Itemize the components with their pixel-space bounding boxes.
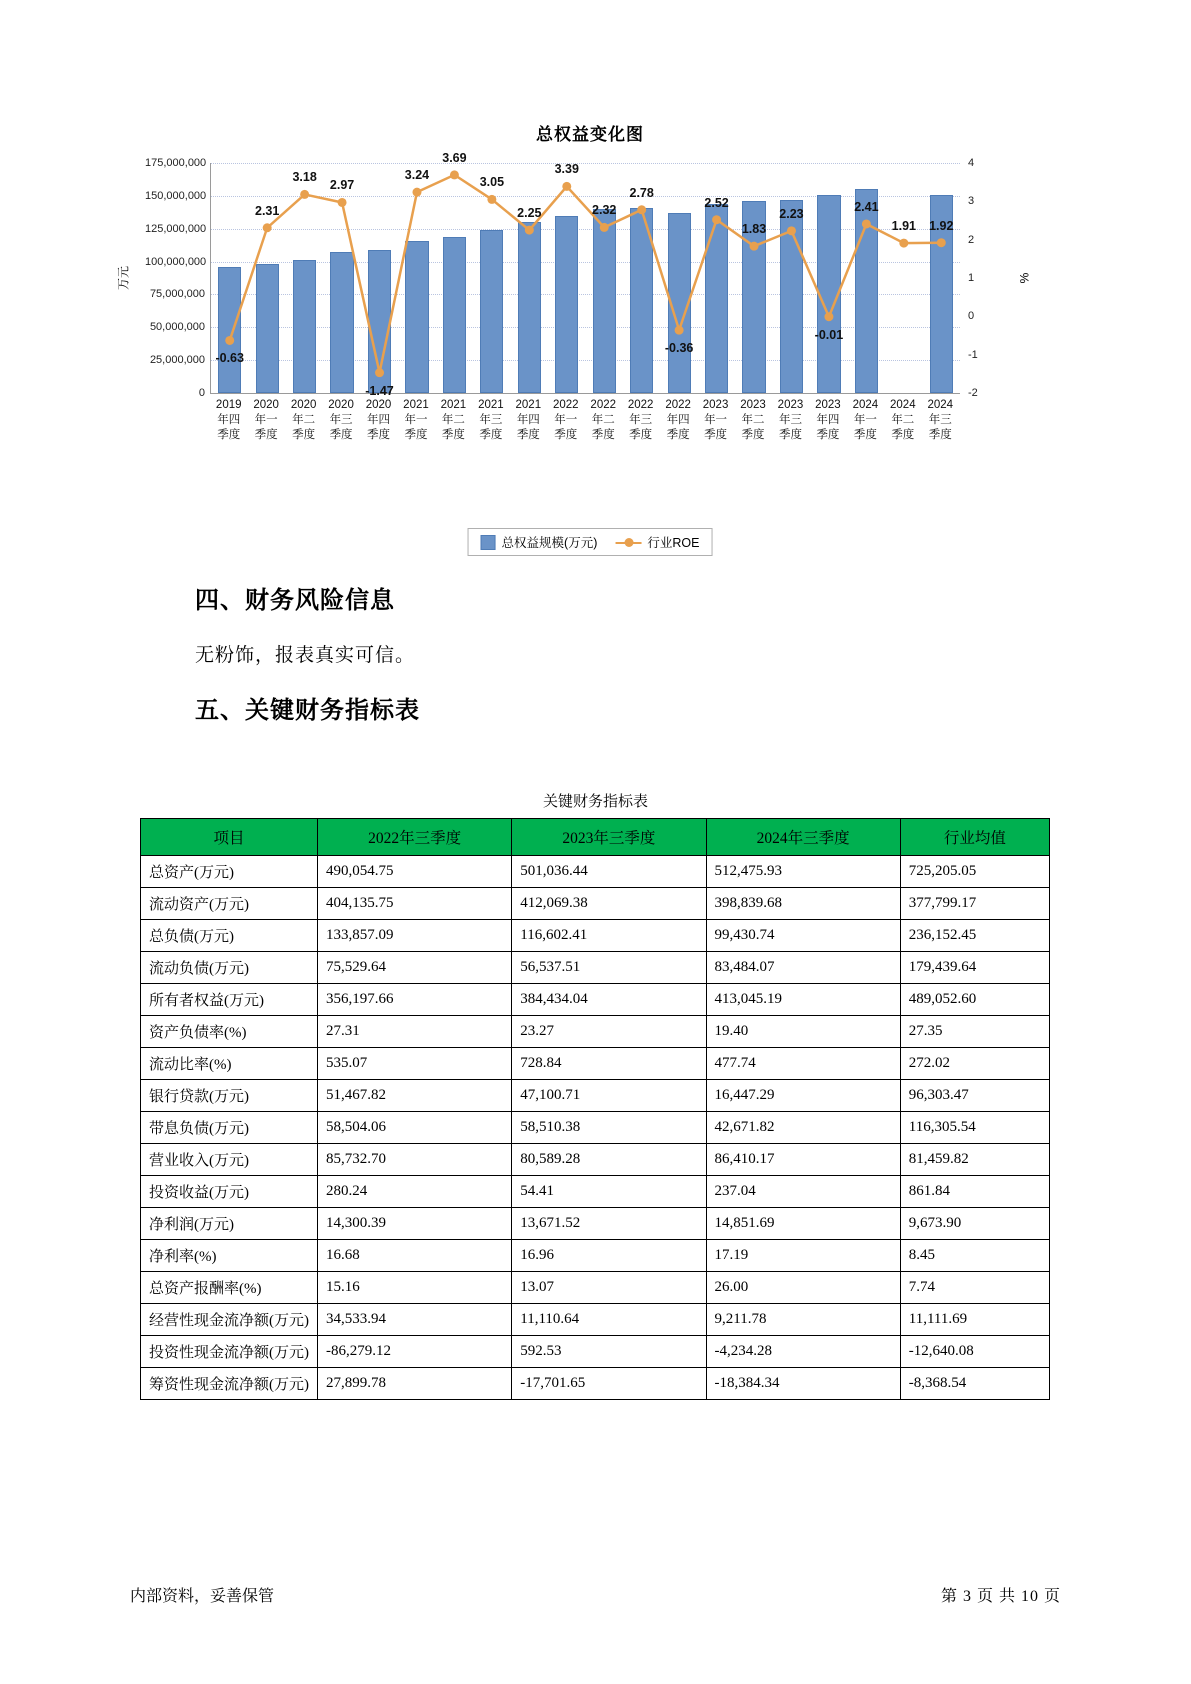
- table-cell-value: 86,410.17: [706, 1144, 900, 1176]
- table-cell-value: 404,135.75: [318, 888, 512, 920]
- table-cell-item: 银行贷款(万元): [141, 1080, 318, 1112]
- table-cell-value: -8,368.54: [900, 1368, 1049, 1400]
- chart-y-tick-label: 75,000,000: [149, 288, 205, 301]
- chart-point-label: -0.63: [215, 351, 244, 366]
- table-row: [141, 1336, 1050, 1368]
- chart-point-label: -0.01: [814, 327, 844, 342]
- table-cell-item: 资产负债率(%): [141, 1016, 318, 1048]
- chart-x-tick-label: 2021年一季度: [403, 399, 429, 441]
- table-row: [141, 1016, 1050, 1048]
- chart-point-label: 1.92: [929, 218, 954, 233]
- table-row: [141, 1112, 1050, 1144]
- table-cell-item: 流动资产(万元): [141, 888, 318, 920]
- table-row: [141, 1304, 1050, 1336]
- chart-x-tick-label: 2021年三季度: [478, 399, 504, 441]
- table-cell-value: -4,234.28: [706, 1336, 900, 1368]
- table-cell-value: 356,197.66: [318, 984, 512, 1016]
- chart-y-axis-label: 万元: [116, 265, 131, 291]
- chart-y2-tick-label: 3: [968, 195, 975, 208]
- table-cell-value: 34,533.94: [318, 1304, 512, 1336]
- table-cell-value: 42,671.82: [706, 1112, 900, 1144]
- table-row: [141, 1144, 1050, 1176]
- table-cell-value: 116,305.54: [900, 1112, 1049, 1144]
- table-cell-value: 398,839.68: [706, 888, 900, 920]
- table-cell-value: 179,439.64: [900, 952, 1049, 984]
- chart-title: 总权益变化图: [536, 125, 644, 144]
- table-header-row: [141, 819, 1050, 856]
- chart-x-tick-label: 2022年一季度: [552, 399, 579, 441]
- table-cell-value: 83,484.07: [706, 952, 900, 984]
- section-heading-risk: 四、财务风险信息: [195, 587, 395, 614]
- table-cell-value: 489,052.60: [900, 984, 1049, 1016]
- table-cell-value: 413,045.19: [706, 984, 900, 1016]
- legend-item-bars: [481, 533, 598, 551]
- table-cell-item: 筹资性现金流净额(万元): [141, 1368, 318, 1400]
- chart-point-label: 2.41: [854, 199, 879, 214]
- table-cell-value: 728.84: [512, 1048, 706, 1080]
- table-cell-value: -18,384.34: [706, 1368, 900, 1400]
- table-cell-item: 净利率(%): [141, 1240, 318, 1272]
- chart-x-tick-label: 2020年二季度: [290, 399, 317, 441]
- table-cell-value: 51,467.82: [318, 1080, 512, 1112]
- table-caption: 关键财务指标表: [542, 793, 648, 810]
- legend-line-swatch: [615, 536, 641, 549]
- table-cell-item: 营业收入(万元): [141, 1144, 318, 1176]
- table-header-2024q3: 2024年三季度: [706, 819, 900, 856]
- table-header-2022q3: 2022年三季度: [318, 819, 512, 856]
- chart-x-axis-ticks: [210, 394, 960, 514]
- legend-bar-swatch: [481, 535, 496, 550]
- chart-x-tick-label: 2020年四季度: [365, 399, 392, 441]
- table-row: [141, 856, 1050, 888]
- chart-point-label: 2.97: [329, 178, 355, 193]
- table-cell-value: 861.84: [900, 1176, 1049, 1208]
- table-cell-value: 412,069.38: [512, 888, 706, 920]
- chart-y-tick-label: 175,000,000: [145, 157, 207, 169]
- table-cell-item: 流动比率(%): [141, 1048, 318, 1080]
- table-cell-value: 14,300.39: [318, 1208, 512, 1240]
- table-cell-value: 16.68: [318, 1240, 512, 1272]
- chart-y2-tick-label: -1: [968, 348, 978, 361]
- chart-point-label: 2.23: [779, 206, 804, 221]
- legend-label-equity: 总权益规模(万元): [501, 536, 598, 550]
- table-row: [141, 1272, 1050, 1304]
- table-cell-value: 9,673.90: [900, 1208, 1049, 1240]
- chart-y2-tick-label: -2: [968, 387, 978, 399]
- table-cell-value: 236,152.45: [900, 920, 1049, 952]
- table-cell-value: 11,110.64: [512, 1304, 706, 1336]
- chart-point-label: 3.05: [479, 175, 505, 190]
- chart-x-tick-label: 2023年三季度: [777, 399, 804, 441]
- table-cell-value: -86,279.12: [318, 1336, 512, 1368]
- table-cell-value: 133,857.09: [318, 920, 512, 952]
- table-cell-value: -17,701.65: [512, 1368, 706, 1400]
- table-cell-value: -12,640.08: [900, 1336, 1049, 1368]
- table-cell-value: 17.19: [706, 1240, 900, 1272]
- chart-x-tick-label: 2021年四季度: [515, 399, 542, 441]
- table-cell-value: 501,036.44: [512, 856, 706, 888]
- table-cell-value: 725,205.05: [900, 856, 1049, 888]
- table-cell-value: 377,799.17: [900, 888, 1049, 920]
- risk-paragraph: 无粉饰，报表真实可信。: [195, 645, 416, 666]
- table-cell-value: 47,100.71: [512, 1080, 706, 1112]
- chart-x-tick-label: 2024年三季度: [927, 399, 954, 441]
- table-cell-item: 总负债(万元): [141, 920, 318, 952]
- table-cell-value: 99,430.74: [706, 920, 900, 952]
- table-cell-value: 477.74: [706, 1048, 900, 1080]
- chart-x-tick-label: 2023年二季度: [740, 399, 766, 441]
- table-cell-value: 16,447.29: [706, 1080, 900, 1112]
- table-row: [141, 1048, 1050, 1080]
- table-cell-item: 总资产报酬率(%): [141, 1272, 318, 1304]
- table-cell-value: 26.00: [706, 1272, 900, 1304]
- key-financial-indicators-table: [140, 818, 1050, 1400]
- table-cell-value: 19.40: [706, 1016, 900, 1048]
- table-cell-value: 9,211.78: [706, 1304, 900, 1336]
- table-header-2023q3: 2023年三季度: [512, 819, 706, 856]
- table-cell-value: 11,111.69: [900, 1304, 1049, 1336]
- table-cell-value: 81,459.82: [900, 1144, 1049, 1176]
- chart-y-tick-label: 25,000,000: [149, 354, 205, 367]
- table-cell-item: 投资收益(万元): [141, 1176, 318, 1208]
- table-cell-value: 8.45: [900, 1240, 1049, 1272]
- table-cell-value: 16.96: [512, 1240, 706, 1272]
- chart-x-tick-label: 2022年四季度: [665, 399, 691, 441]
- chart-x-tick-label: 2023年一季度: [702, 399, 729, 441]
- table-row: [141, 1208, 1050, 1240]
- chart-point-label: 1.91: [891, 219, 916, 234]
- chart-point-label: 2.31: [255, 203, 280, 218]
- section-heading-kpi: 五、关键财务指标表: [195, 697, 420, 724]
- table-cell-value: 272.02: [900, 1048, 1049, 1080]
- chart-y2-tick-label: 1: [968, 272, 975, 284]
- table-cell-value: 116,602.41: [512, 920, 706, 952]
- table-cell-value: 13.07: [512, 1272, 706, 1304]
- table-cell-value: 75,529.64: [318, 952, 512, 984]
- table-cell-value: 58,510.38: [512, 1112, 706, 1144]
- table-row: [141, 1368, 1050, 1400]
- table-cell-value: 280.24: [318, 1176, 512, 1208]
- chart-point-label: 1.83: [741, 222, 767, 237]
- legend-label-roe: 行业ROE: [647, 536, 700, 550]
- chart-plot-area: [116, 150, 1032, 399]
- table-header-industry-avg: 行业均值: [900, 819, 1049, 856]
- table-cell-value: 23.27: [512, 1016, 706, 1048]
- table-cell-value: 27.31: [318, 1016, 512, 1048]
- chart-point-label: -0.36: [664, 341, 694, 356]
- table-row: [141, 888, 1050, 920]
- table-cell-value: 592.53: [512, 1336, 706, 1368]
- table-cell-value: 58,504.06: [318, 1112, 512, 1144]
- chart-x-tick-label: 2022年二季度: [590, 399, 617, 441]
- chart-y2-tick-label: 2: [968, 233, 975, 246]
- footer-left-text: 内部资料，妥善保管: [130, 1588, 275, 1605]
- table-cell-value: 54.41: [512, 1176, 706, 1208]
- table-cell-value: 80,589.28: [512, 1144, 706, 1176]
- equity-change-chart: [116, 120, 1040, 550]
- table-cell-item: 总资产(万元): [141, 856, 318, 888]
- table-cell-value: 85,732.70: [318, 1144, 512, 1176]
- table-cell-value: 27.35: [900, 1016, 1049, 1048]
- chart-y2-tick-label: 4: [968, 157, 975, 169]
- table-cell-value: 535.07: [318, 1048, 512, 1080]
- chart-legend: [468, 528, 713, 556]
- table-cell-item: 所有者权益(万元): [141, 984, 318, 1016]
- chart-x-tick-label: 2019年四季度: [215, 399, 242, 441]
- table-cell-value: 14,851.69: [706, 1208, 900, 1240]
- chart-x-tick-label: 2022年三季度: [627, 399, 654, 441]
- chart-x-tick-label: 2024年一季度: [852, 399, 879, 441]
- table-cell-value: 490,054.75: [318, 856, 512, 888]
- chart-point-label: 2.25: [517, 206, 542, 221]
- table-cell-value: 7.74: [900, 1272, 1049, 1304]
- chart-y-tick-label: 0: [198, 387, 205, 399]
- table-cell-value: 512,475.93: [706, 856, 900, 888]
- chart-x-tick-label: 2021年二季度: [440, 399, 467, 441]
- chart-y-tick-label: 125,000,000: [145, 222, 207, 235]
- chart-x-tick-label: 2020年一季度: [253, 399, 279, 441]
- chart-x-tick-label: 2024年二季度: [890, 399, 916, 441]
- table-cell-value: 15.16: [318, 1272, 512, 1304]
- chart-x-tick-label: 2023年四季度: [815, 399, 841, 441]
- chart-y-tick-label: 150,000,000: [145, 189, 207, 202]
- table-cell-value: 56,537.51: [512, 952, 706, 984]
- table-cell-item: 流动负债(万元): [141, 952, 318, 984]
- table-body: [141, 856, 1050, 1400]
- table-cell-value: 384,434.04: [512, 984, 706, 1016]
- table-row: [141, 1080, 1050, 1112]
- table-cell-value: 13,671.52: [512, 1208, 706, 1240]
- chart-y2-axis-label: %: [1017, 272, 1032, 284]
- chart-point-label: -1.47: [365, 383, 394, 398]
- chart-y2-tick-label: 0: [968, 310, 975, 323]
- table-cell-value: 237.04: [706, 1176, 900, 1208]
- chart-point-label: 2.32: [592, 203, 617, 218]
- table-row: [141, 984, 1050, 1016]
- chart-x-tick-label: 2020年三季度: [328, 399, 354, 441]
- chart-point-label: 3.39: [554, 162, 579, 177]
- chart-point-label: 2.78: [629, 185, 654, 200]
- chart-roe-line: [211, 163, 960, 393]
- chart-point-label: 3.24: [404, 168, 430, 183]
- table-row: [141, 952, 1050, 984]
- footer-page-number: 第 3 页 共 10 页: [940, 1588, 1061, 1605]
- table-row: [141, 920, 1050, 952]
- table-row: [141, 1176, 1050, 1208]
- chart-point-label: 2.52: [704, 195, 729, 210]
- table-cell-item: 经营性现金流净额(万元): [141, 1304, 318, 1336]
- table-cell-item: 净利润(万元): [141, 1208, 318, 1240]
- table-row: [141, 1240, 1050, 1272]
- table-header-item: 项目: [141, 819, 318, 856]
- chart-y-tick-label: 50,000,000: [149, 321, 205, 334]
- table-cell-item: 投资性现金流净额(万元): [141, 1336, 318, 1368]
- table-cell-value: 27,899.78: [318, 1368, 512, 1400]
- chart-y-tick-label: 100,000,000: [145, 255, 207, 268]
- chart-point-label: 3.69: [442, 150, 467, 165]
- chart-point-label: 3.18: [292, 170, 317, 185]
- table-cell-item: 带息负债(万元): [141, 1112, 318, 1144]
- table-cell-value: 96,303.47: [900, 1080, 1049, 1112]
- legend-item-line: [615, 533, 699, 551]
